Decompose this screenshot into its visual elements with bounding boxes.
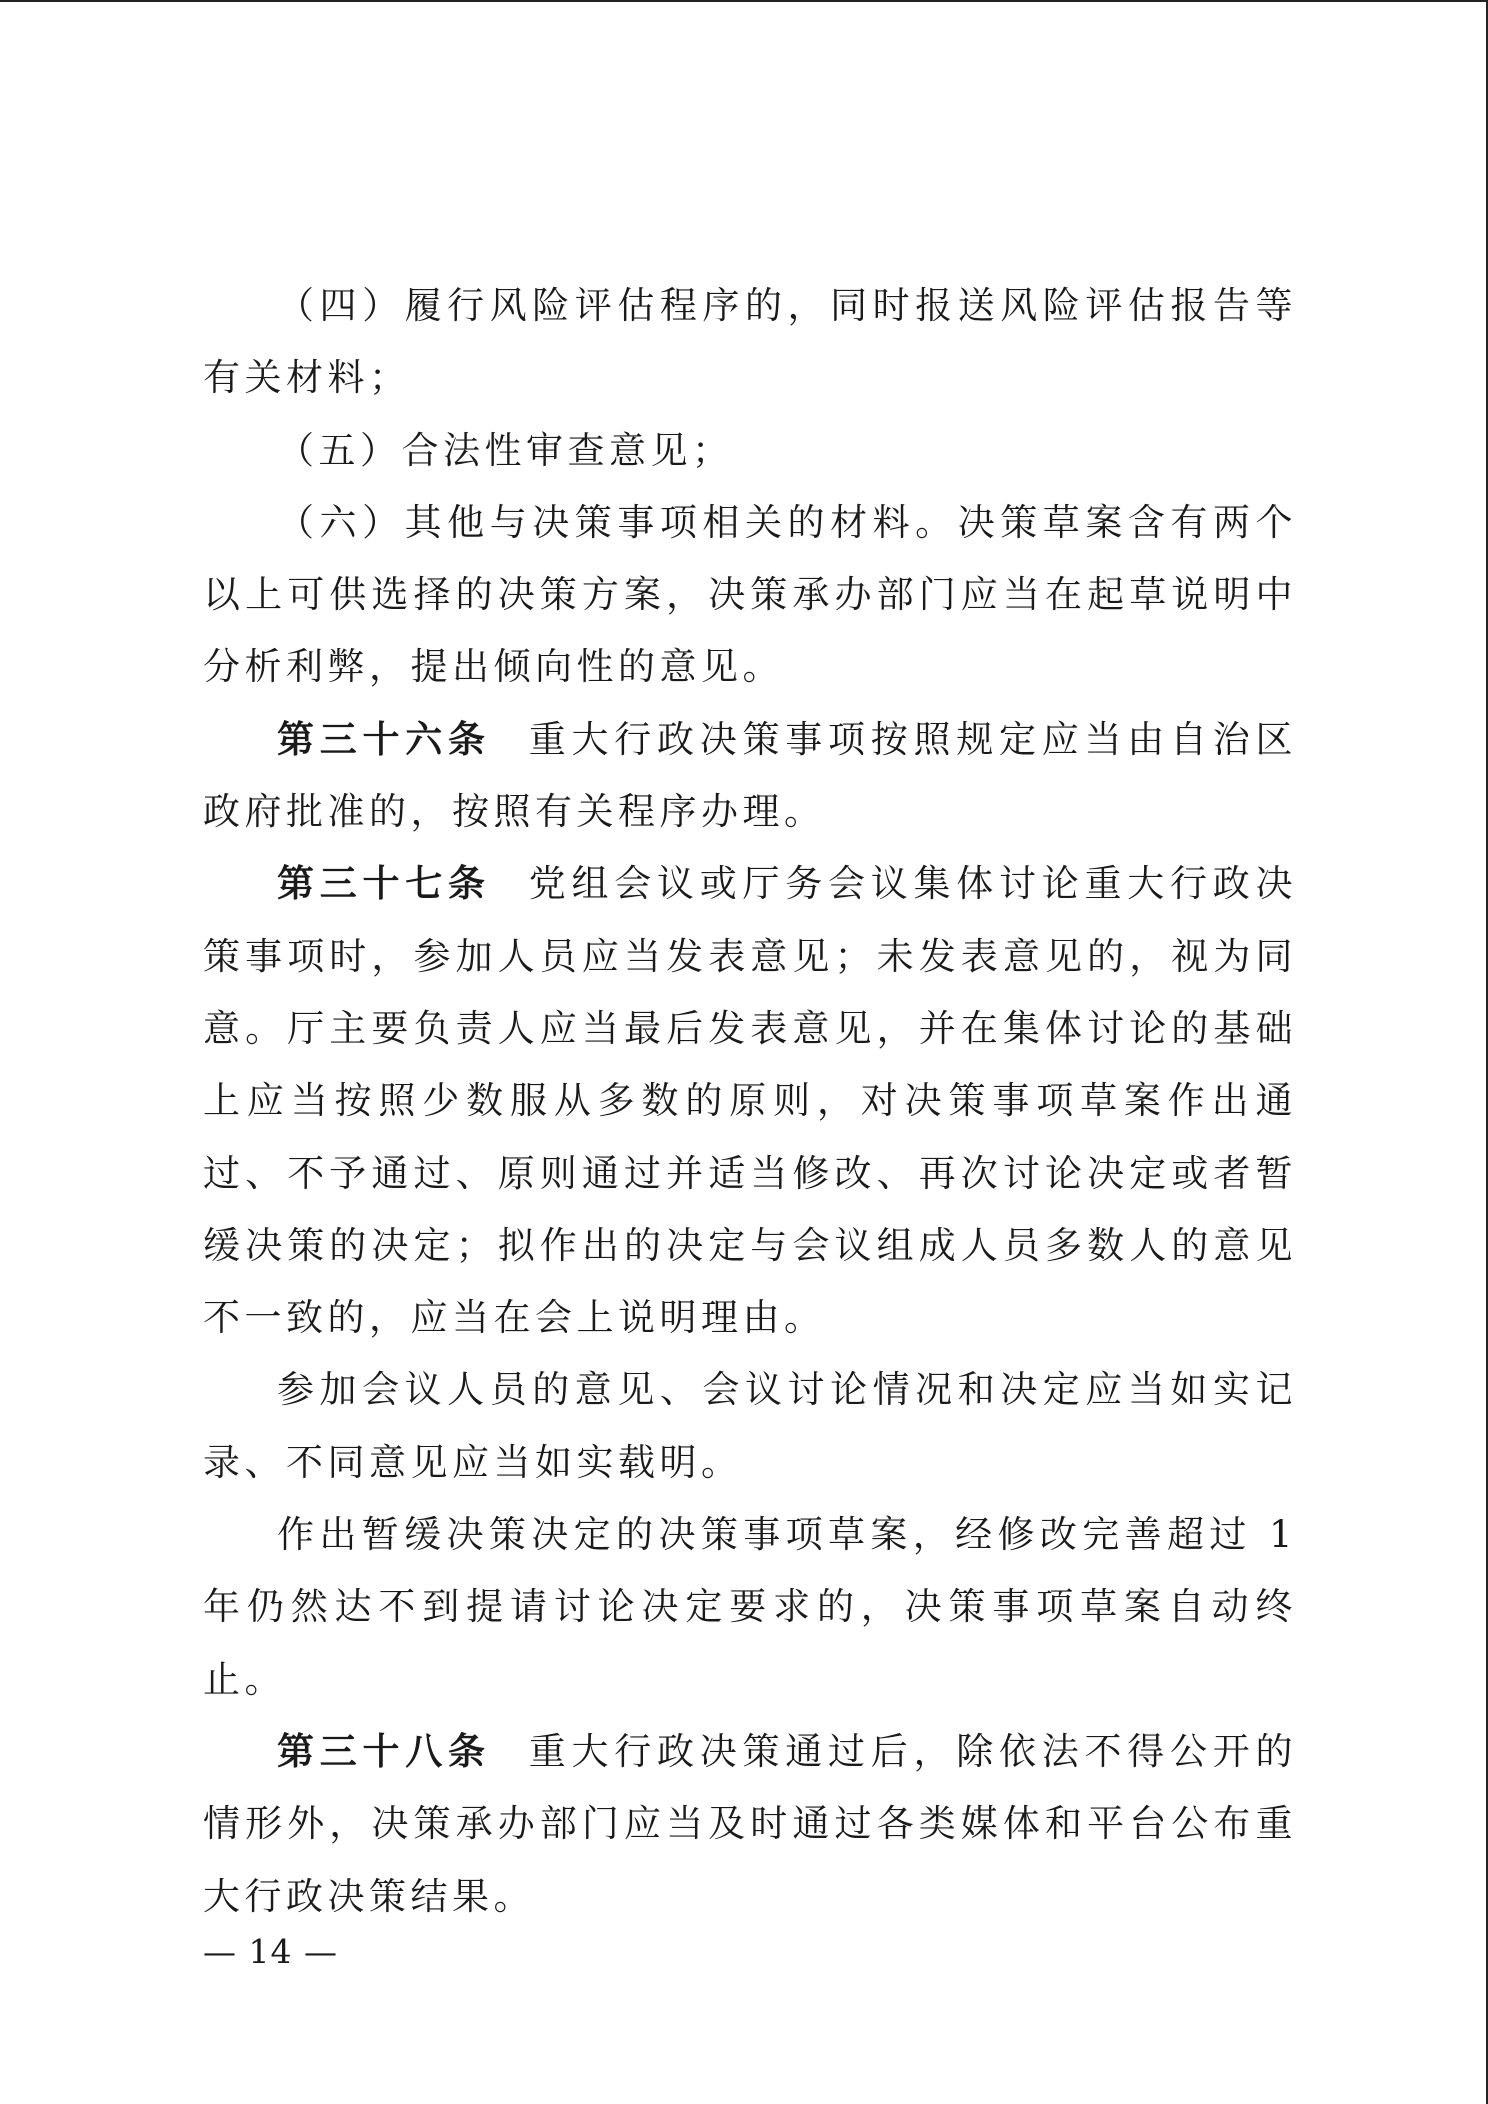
article-number: 第三十八条 <box>277 1729 491 1773</box>
article-text: 党组会议或厅务会议集体讨论重大行政决策事项时，参加人员应当发表意见；未发表意见的，视为同意。厅主要负责人应当最后发表意见，并在集体讨论的基础上应当按照少数服从多数的原则，对决策事项草案作出通过、不予通过、原则通过并适当修改、再次讨论决定或者暂缓决策的决定；拟作出的决定与会议组成人员多数人的意见不一致的，应当在会上说明理由。 <box>203 862 1297 1340</box>
article-text: 重大行政决策事项按照规定应当由自治区政府批准的，按照有关程序办理。 <box>203 717 1297 834</box>
paragraph-item-5 <box>203 415 1297 487</box>
paragraph-text: 参加会议人员的意见、会议讨论情况和决定应当如实记录、不同意见应当如实载明。 <box>203 1368 1297 1484</box>
article-37-para-2 <box>203 1354 1297 1499</box>
article-38 <box>203 1716 1297 1933</box>
article-number: 第三十六条 <box>277 717 491 761</box>
paragraph-text: （四）履行风险评估程序的，同时报送风险评估报告等有关材料； <box>203 284 1297 400</box>
paragraph-text: （六）其他与决策事项相关的材料。决策草案含有两个以上可供选择的决策方案，决策承办部门应当在起草说明中分析利弊，提出倾向性的意见。 <box>203 500 1297 689</box>
document-body <box>203 270 1297 1933</box>
paragraph-item-4 <box>203 270 1297 415</box>
article-37 <box>203 848 1297 1354</box>
page-number: — 14 — <box>203 1932 338 1971</box>
paragraph-item-6 <box>203 487 1297 704</box>
paragraph-text: （五）合法性审查意见； <box>277 428 734 472</box>
article-text: 重大行政决策通过后，除依法不得公开的情形外，决策承办部门应当及时通过各类媒体和平台公布重大行政决策结果。 <box>203 1729 1297 1918</box>
article-37-para-3 <box>203 1499 1297 1716</box>
article-36 <box>203 704 1297 849</box>
article-number: 第三十七条 <box>277 862 491 906</box>
paragraph-text: 作出暂缓决策决定的决策事项草案，经修改完善超过 1 年仍然达不到提请讨论决定要求的，决策事项草案自动终止。 <box>203 1513 1297 1701</box>
